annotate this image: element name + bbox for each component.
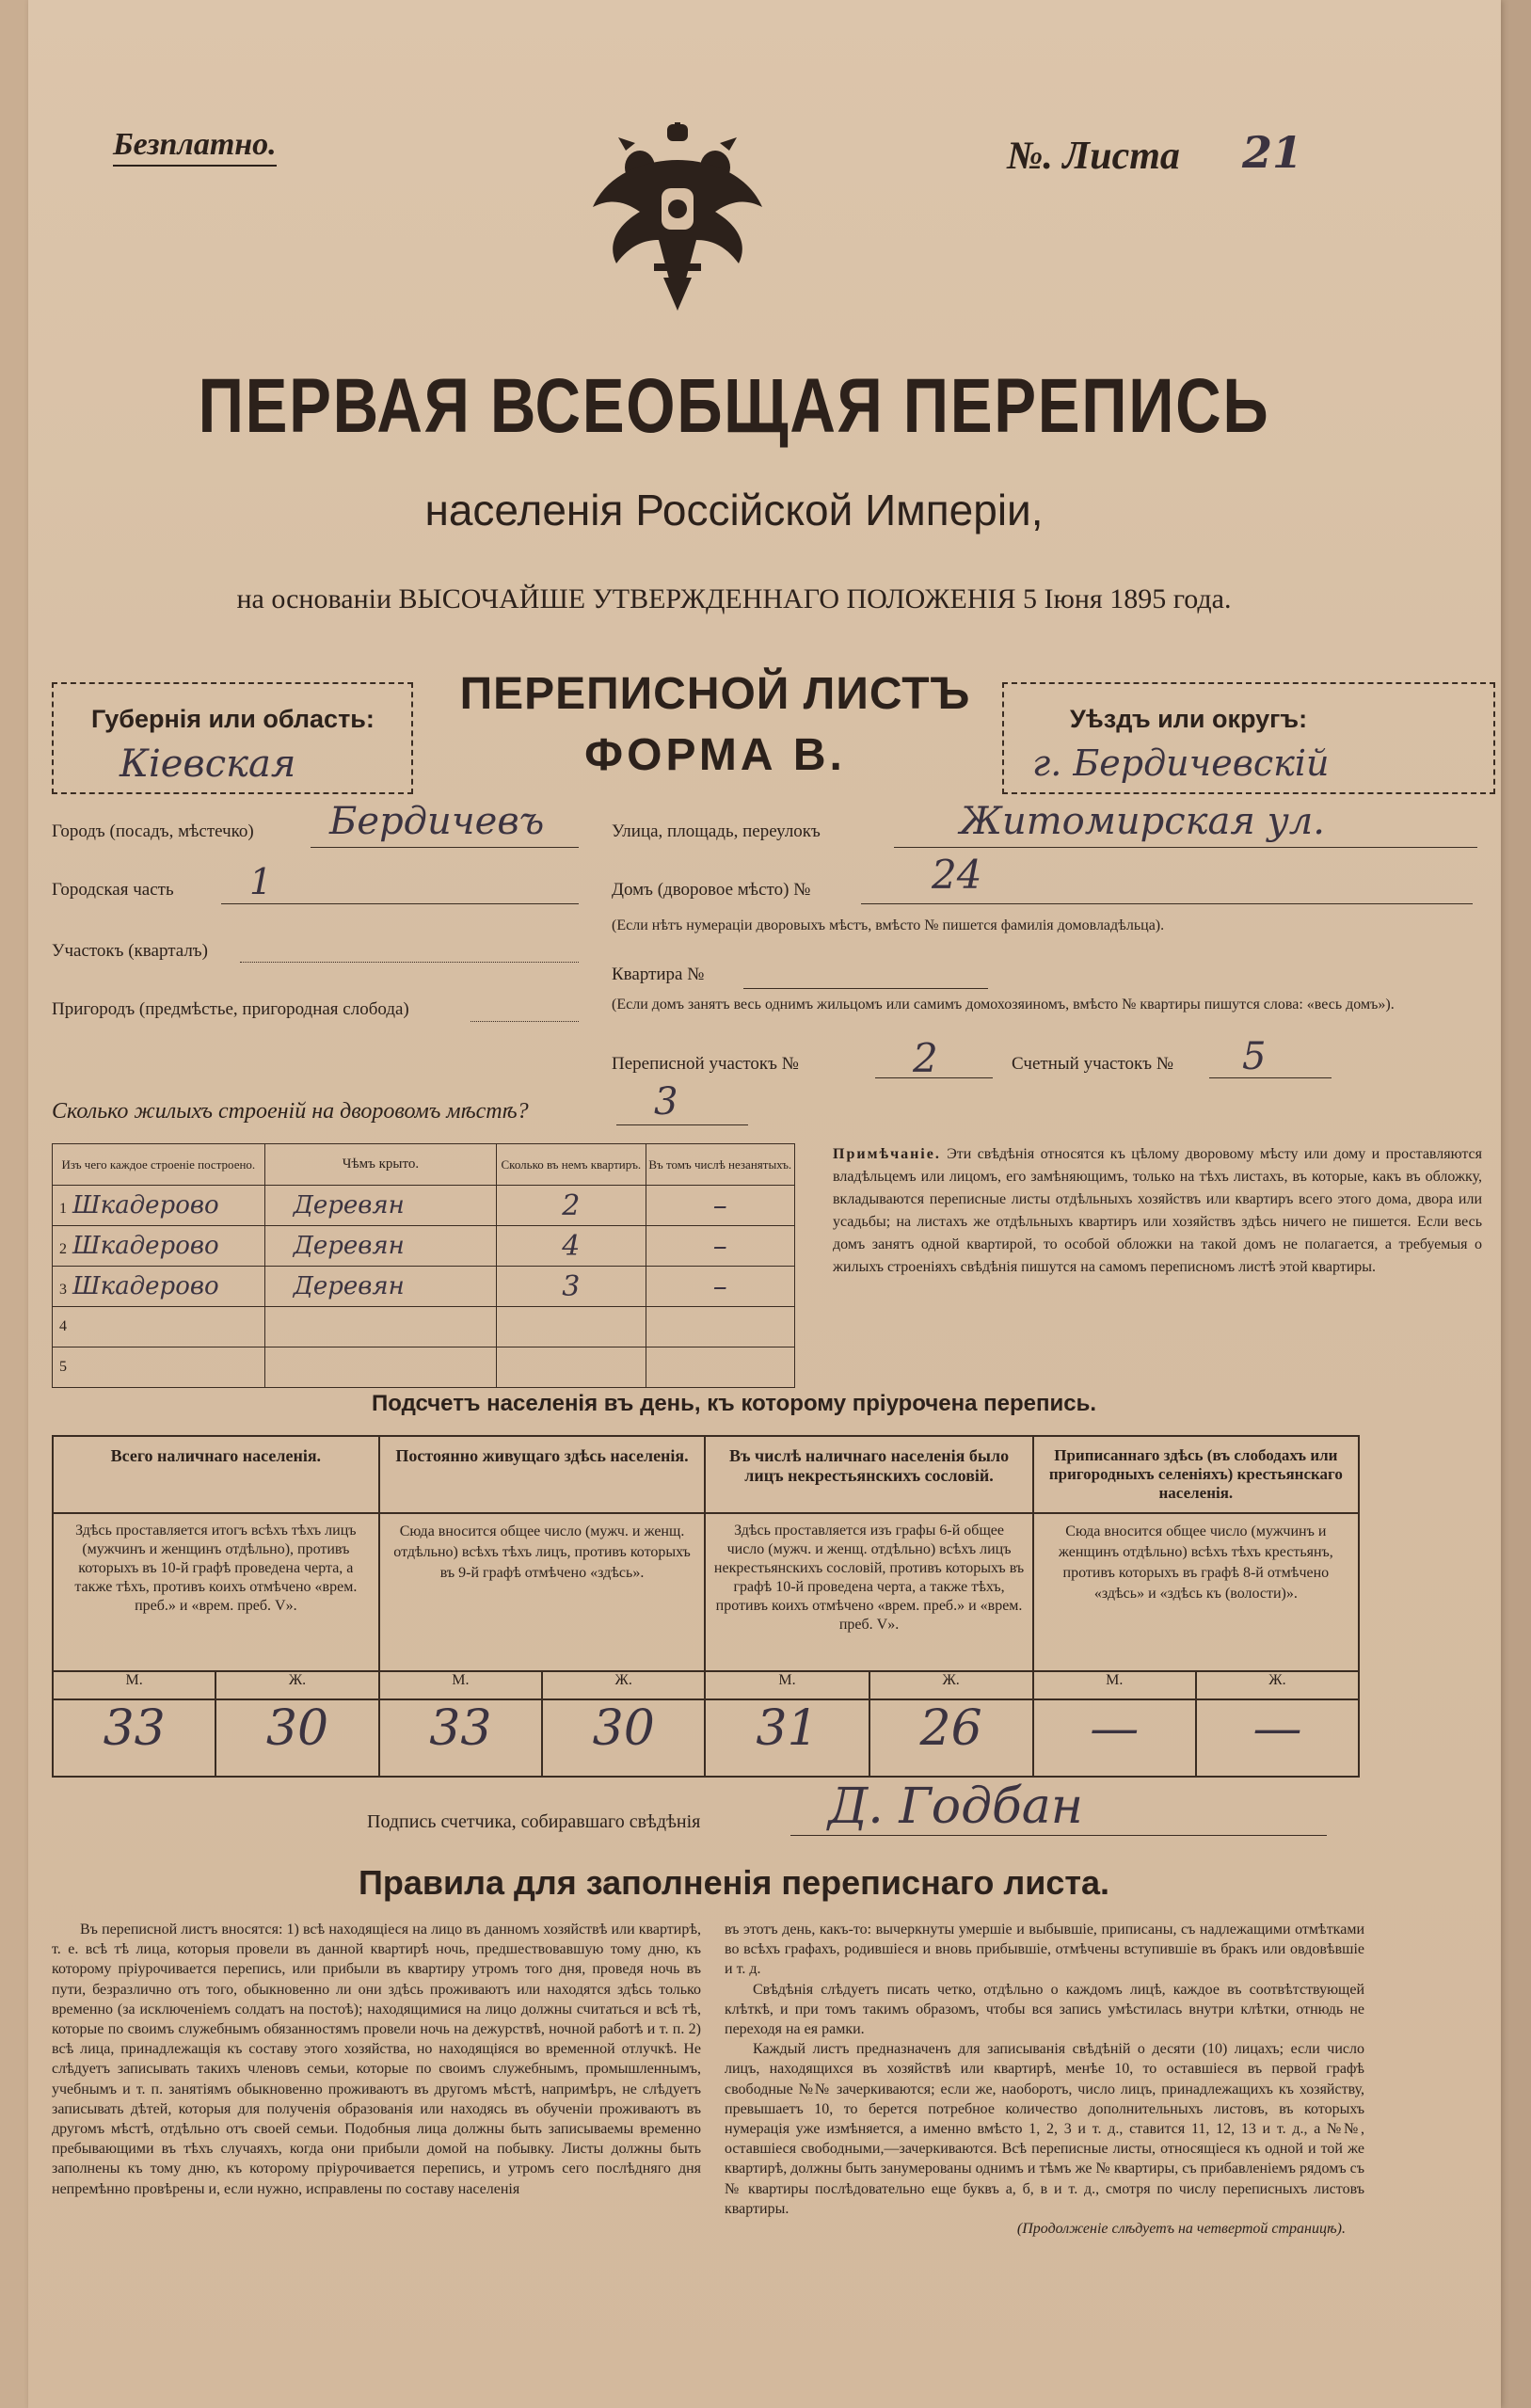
peasant-male-value: — xyxy=(1034,1700,1197,1776)
count-district-value: 5 xyxy=(1242,1035,1267,1078)
rules-paragraph: Свѣдѣнія слѣдуетъ писать четко, отдѣльно о каждомъ лицѣ, каждое въ соотвѣтствующей клѣткѣ, и при томъ такимъ образомъ, чтобы вся запись умѣстилась внутри клѣтки, отнюдь не переходя на ея рамки. xyxy=(725,1981,1364,2038)
buildings-table xyxy=(52,1143,795,1388)
column-heading: Всего наличнаго населенія. xyxy=(110,1446,322,1465)
sheet-title: ПЕРЕПИСНОЙ ЛИСТЪ xyxy=(459,669,971,719)
prigorod-label: Пригородъ (предмѣстье, пригородная слобода) xyxy=(52,999,409,1019)
column-description: Здѣсь проставляется итогъ всѣхъ тѣхъ лицъ (мужчинъ и женщинъ отдѣльно), противъ которыхъ въ 10-й графѣ проведена черта, а также тѣхъ, противъ коихъ отмѣчено «врем. преб.» и «врем. преб. V». xyxy=(53,1513,379,1671)
totals-cell: М. Ж. 31 26 xyxy=(705,1671,1032,1777)
city-label: Городъ (посадъ, мѣстечко) xyxy=(52,821,254,841)
totals-cell: М. Ж. 33 30 xyxy=(379,1671,706,1777)
present-female-value: 30 xyxy=(265,1700,329,1757)
house-label: Домъ (дворовое мѣсто) № xyxy=(612,880,811,900)
house-note: (Если нѣтъ нумераціи дворовыхъ мѣстъ, вмѣсто № пишется фамилія домовладѣльца). xyxy=(612,917,1165,933)
population-title: Подсчетъ населенія въ день, къ которому пріурочена перепись. xyxy=(372,1391,1096,1416)
resident-female-value: 30 xyxy=(592,1700,655,1757)
table-row: 1 Шкадерово Деревян 2 – xyxy=(53,1186,795,1226)
table-row: 2 Шкадерово Деревян 4 – xyxy=(53,1226,795,1267)
count-district-label: Счетный участокъ № xyxy=(1012,1054,1173,1074)
house-value: 24 xyxy=(932,852,982,898)
uezd-value: г. Бердичевскій xyxy=(1032,742,1330,784)
roof-cell: Деревян xyxy=(264,1267,496,1307)
apartments-cell: 2 xyxy=(497,1186,646,1226)
column-description: Здѣсь проставляется изъ графы 6-й общее число (мужч. и женщ. отдѣльно) всѣхъ лицъ некрестьянскихъ сословій, противъ которыхъ въ графѣ 10-й проведена черта, а также тѣхъ, противъ коихъ отмѣчено «врем. преб.» и «врем. преб. V». xyxy=(705,1513,1032,1671)
totals-cell: М. Ж. 33 30 xyxy=(53,1671,379,1777)
nonpeasant-female-value: 26 xyxy=(919,1700,982,1757)
table-row: 3 Шкадерово Деревян 3 – xyxy=(53,1267,795,1307)
gubernia-box xyxy=(52,682,413,794)
apartments-cell: 4 xyxy=(497,1226,646,1267)
column-description: Сюда вносится общее число (мужчинъ и женщинъ отдѣльно) всѣхъ тѣхъ крестьянъ, противъ которыхъ въ графѣ 8-й отмѣчено «здѣсь» и «здѣсь къ (волости)». xyxy=(1033,1513,1359,1671)
material-cell: Шкадерово xyxy=(72,1232,219,1260)
note-text: Эти свѣдѣнія относятся къ цѣлому дворовому мѣсту или дому и проставляются владѣльцемъ или лицомъ, его замѣняющимъ, только на тѣхъ листахъ, въ которые, какъ въ обложку, вкладываются переписные листы отдѣльныхъ хозяйствъ или квартиръ всего этого дома, двора или усадьбы; на листахъ же отдѣльныхъ квартиръ или хозяйствъ здѣсь ничего не пишется. Если весь домъ занятъ одной квартирой, то особой обложки на такой домъ не полагается, а требуемыя о жилыхъ строеніяхъ свѣдѣнія пишутся на самомъ переписномъ листѣ этой квартиры. xyxy=(833,1146,1483,1275)
totals-cell: М. Ж. — — xyxy=(1033,1671,1359,1777)
census-basis: на основаніи ВЫСОЧАЙШЕ УТВЕРЖДЕННАГО ПОЛОЖЕНІЯ 5 Іюня 1895 года. xyxy=(236,583,1232,614)
empty-cell: – xyxy=(646,1267,794,1307)
census-subtitle: населенія Россійской Имперіи, xyxy=(424,486,1044,534)
city-part-value: 1 xyxy=(249,861,273,902)
rules-paragraph: Каждый листъ предназначенъ для записыванія свѣдѣній о десяти (10) лицахъ; если число лицъ, находящихся въ хозяйствѣ или квартирѣ, менѣе 10, то оставшіеся въ первой графѣ свободные №№ зачеркиваются; если же, наоборотъ, число лицъ, принадлежащихъ къ хозяйству, превышаетъ 10, то берется потребное количество дополнительныхъ листовъ, въ которыхъ нумерація уже измѣняется, а именно вмѣсто 1, 2, 3 и т. д., ставится 11, 12, 13 и т. д., а №№, оставшіеся свободными,—зачеркиваются. Всѣ переписные листы, относящіеся къ одной и той же квартирѣ, должны быть занумерованы однимъ и тѣмъ же № квартиры, съ прибавленіемъ рядомъ съ № квартиры послѣдовательно еще буквъ а, б, в и т. д., смотря по числу переписныхъ листовъ квартиры. xyxy=(725,2041,1364,2217)
empty-cell: – xyxy=(646,1186,794,1226)
table-row: 5 xyxy=(53,1348,795,1388)
buildings-note xyxy=(833,1143,1482,1279)
material-cell: Шкадерово xyxy=(72,1191,219,1220)
buildings-answer: 3 xyxy=(654,1080,678,1124)
city-value: Бердичевъ xyxy=(329,800,545,843)
rules-continued: (Продолженіе слѣдуетъ на четвертой страницѣ). xyxy=(1016,2221,1346,2238)
material-cell: Шкадерово xyxy=(72,1272,219,1300)
gubernia-value: Кіевская xyxy=(120,742,296,786)
rules-left-column: Въ переписной листъ вносятся: 1) всѣ находящіеся на лицо въ данномъ хозяйствѣ или квартирѣ, т. е. всѣ тѣ лица, которыя провели въ данной квартирѣ ночь, предшествовавшую тому дню, къ которому пріурочивается перепись, или прибыли въ квартиру утромъ того дня, проведя ночь въ пути, безразлично отъ того, обыкновенно ли они здѣсь проживаютъ или находятся здѣсь только временно (за исключеніемъ солдатъ на постоѣ); находящимися на лицо должны считаться и всѣ тѣ, которые по своимъ служебнымъ обязанностямъ провели ночь на дежурствѣ, ночной работѣ и т. п. 2) всѣ лица, принадлежащія къ составу этого хозяйства, но находящіяся во временной отлучкѣ. Не слѣдуетъ записывать такихъ членовъ семьи, которые по своимъ служебнымъ, промышленнымъ, учебнымъ и т. п. занятіямъ обыкновенно проживаютъ въ другомъ мѣстѣ, напримѣръ, не слѣдуетъ записывать дѣтей, которыя для полученія образованія или находясь въ обученіи проживаютъ въ другомъ мѣстѣ, отдѣльно отъ своей семьи. Подобныя лица должны быть записываемы временно пребывающими въ тѣхъ случаяхъ, когда они прибыли домой на побывку. Листы должны быть заполнены къ тому дню, къ которому пріурочивается перепись, и утромъ сего послѣдняго дня непремѣнно провѣрены и, если нужно, исправлены по составу населенія xyxy=(52,1922,701,2197)
uchastok-label: Участокъ (кварталъ) xyxy=(52,941,208,961)
imperial-eagle-emblem xyxy=(588,122,767,320)
buildings-header: Чѣмъ крыто. xyxy=(264,1144,496,1186)
resident-male-value: 33 xyxy=(380,1700,543,1776)
uezd-box xyxy=(1002,682,1495,794)
form-title: ФОРМА В. xyxy=(584,730,846,780)
column-description: Сюда вносится общее число (мужч. и женщ. отдѣльно) всѣхъ тѣхъ лицъ, противъ которыхъ въ 9-й графѣ отмѣчено «здѣсь». xyxy=(379,1513,706,1671)
buildings-header: Въ томъ числѣ незанятыхъ. xyxy=(646,1144,794,1186)
city-part-label: Городская часть xyxy=(52,880,174,900)
census-district-value: 2 xyxy=(913,1035,938,1081)
street-label: Улица, площадь, переулокъ xyxy=(612,821,821,841)
gubernia-label: Губернія или область: xyxy=(91,705,375,733)
buildings-header: Изъ чего каждое строеніе построено. xyxy=(53,1144,265,1186)
note-heading: Примѣчаніе. xyxy=(833,1146,941,1162)
census-form-page xyxy=(28,0,1501,2408)
column-heading: Въ числѣ наличнаго населенія было лицъ некрестьянскихъ сословій. xyxy=(728,1446,1010,1485)
population-table xyxy=(52,1435,1360,1778)
sheet-number-label: №. Листа xyxy=(1007,135,1180,178)
rules-paragraph: въ этотъ день, какъ-то: вычеркнуты умершіе и выбывшіе, приписаны, съ надлежащими отмѣтками во всѣхъ графахъ, родившіеся и вновь прибывшіе, отмѣчены вступившіе въ бракъ или овдовѣвшіе и т. д. xyxy=(725,1922,1364,1978)
empty-cell: – xyxy=(646,1226,794,1267)
present-male-value: 33 xyxy=(54,1700,216,1776)
apartment-label: Квартира № xyxy=(612,965,705,984)
peasant-female-value: — xyxy=(1252,1700,1302,1757)
enumerator-signature: Д. Годбан xyxy=(828,1778,1084,1835)
street-value: Житомирская ул. xyxy=(960,800,1325,843)
census-district-label: Переписной участокъ № xyxy=(612,1054,799,1074)
nonpeasant-male-value: 31 xyxy=(706,1700,869,1776)
apartment-note: (Если домъ занятъ весь однимъ жильцомъ или самимъ домохозяиномъ, вмѣсто № квартиры пишутся слова: «весь домъ»). xyxy=(612,997,1395,1013)
signature-label: Подпись счетчика, собиравшаго свѣдѣнія xyxy=(367,1811,701,1832)
rules-title: Правила для заполненія переписнаго листа. xyxy=(358,1863,1110,1902)
table-row: 4 xyxy=(53,1307,795,1348)
uezd-label: Уѣздъ или округъ: xyxy=(1070,705,1308,733)
roof-cell: Деревян xyxy=(264,1186,496,1226)
sheet-number-value: 21 xyxy=(1242,127,1303,178)
roof-cell: Деревян xyxy=(264,1226,496,1267)
buildings-header: Сколько въ немъ квартиръ. xyxy=(497,1144,646,1186)
column-heading: Постоянно живущаго здѣсь населенія. xyxy=(395,1446,689,1465)
buildings-question: Сколько жилыхъ строеній на дворовомъ мѣстѣ? xyxy=(52,1099,529,1124)
column-heading: Приписаннаго здѣсь (въ слободахъ или пригородныхъ селеніяхъ) крестьянскаго населенія. xyxy=(1048,1446,1343,1502)
rules-right-column xyxy=(725,1920,1364,2239)
free-label: Безплатно. xyxy=(113,127,277,167)
census-title: ПЕРВАЯ ВСЕОБЩАЯ ПЕРЕПИСЬ xyxy=(198,363,1270,449)
apartments-cell: 3 xyxy=(497,1267,646,1307)
